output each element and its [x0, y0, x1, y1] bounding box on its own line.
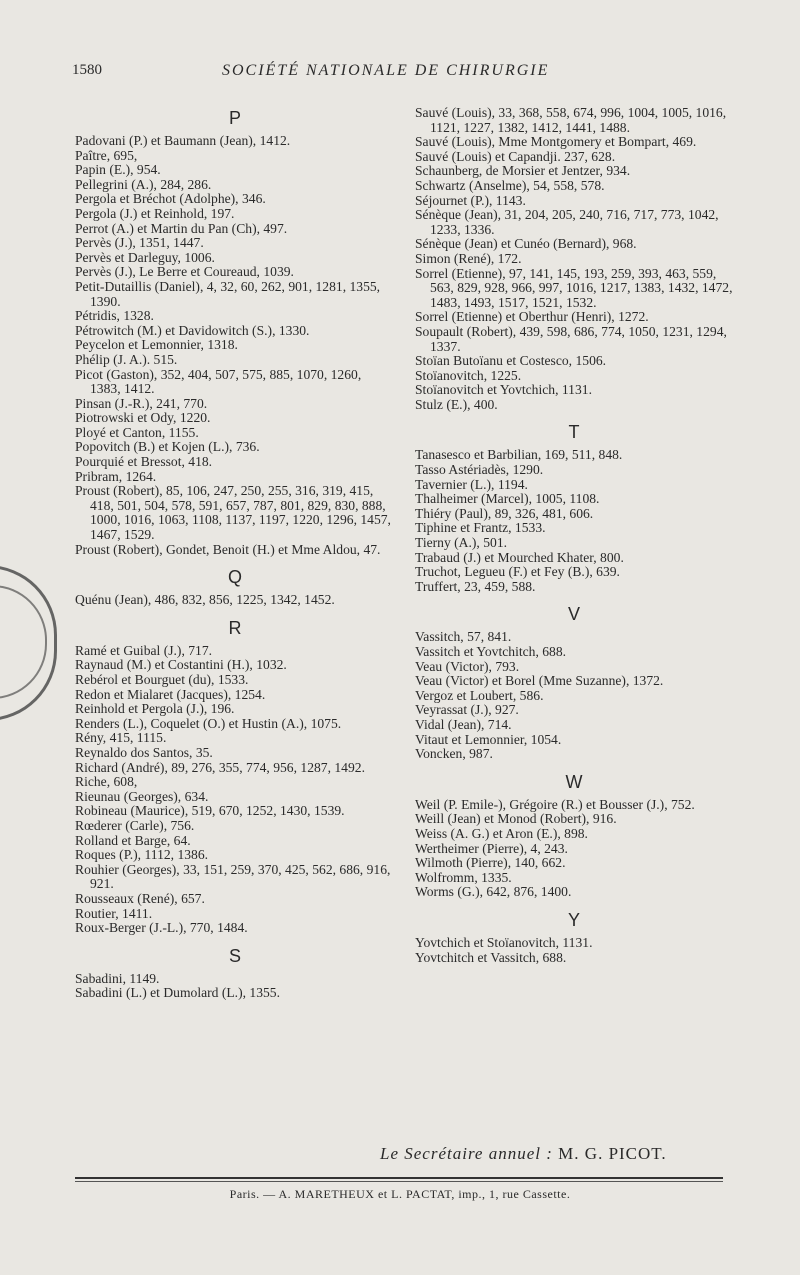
index-entry: Thiéry (Paul), 89, 326, 481, 606. [415, 505, 594, 521]
index-entry: Sauvé (Louis) et Capandji. 237, 628. [415, 148, 616, 164]
index-entry: Petit-Dutaillis (Daniel), 4, 32, 60, 262, 901, 1281, 1355, 1390. [75, 278, 381, 309]
index-entry: Sauvé (Louis), Mme Montgomery et Bompart, 469. [415, 134, 697, 150]
left-column [75, 106, 395, 1001]
index-entry: Wilmoth (Pierre), 140, 662. [415, 855, 566, 871]
index-entry: Tavernier (L.), 1194. [415, 476, 528, 492]
index-entry: Tiphine et Frantz, 1533. [415, 520, 546, 536]
index-entry: Redon et Mialaret (Jacques), 1254. [75, 686, 266, 702]
index-entry: Truchot, Legueu (F.) et Fey (B.), 639. [415, 564, 620, 580]
index-entry: Tanasesco et Barbilian, 169, 511, 848. [415, 447, 623, 463]
section-letter-r: R [228, 617, 242, 638]
index-entry: Pervès et Darleguy, 1006. [75, 249, 215, 265]
index-entry: Stoïanovitch, 1225. [415, 367, 522, 383]
index-entry: Weill (Jean) et Monod (Robert), 916. [415, 811, 617, 827]
index-entry: Schaunberg, de Morsier et Jentzer, 934. [415, 163, 631, 179]
index-entry: Veau (Victor) et Borel (Mme Suzanne), 1372. [415, 673, 664, 689]
index-entry: Rousseaux (René), 657. [75, 890, 205, 906]
index-entry: Ramé et Guibal (J.), 717. [75, 642, 213, 658]
index-entry: Tasso Astériadès, 1290. [415, 462, 544, 478]
index-entry: Robineau (Maurice), 519, 670, 1252, 1430, 1539. [75, 803, 345, 819]
index-entry: Riche, 608, [75, 774, 138, 790]
section-gap [415, 762, 733, 770]
index-entry: Proust (Robert), Gondet, Benoit (H.) et Mme Aldou, 47. [75, 541, 381, 557]
section-letter-t: T [568, 422, 580, 443]
index-entry: Pétridis, 1328. [75, 308, 154, 324]
index-entry: Séjournet (P.), 1143. [415, 192, 526, 208]
index-entry: Phélip (J. A.). 515. [75, 351, 178, 367]
index-entry: Papin (E.), 954. [75, 162, 161, 178]
footer-rule-thin [75, 1181, 723, 1182]
index-entry: Stoïanovitch et Yovtchich, 1131. [415, 382, 592, 398]
section-letter-p: P [228, 108, 241, 128]
section-gap [75, 608, 395, 616]
index-entry: Sorrel (Etienne), 97, 141, 145, 193, 259, 393, 463, 559, 563, 829, 928, 966, 997, 1016, 1217, 1383, 1432, 1472, 1483, 1493, 1517, 1521, 1532. [415, 265, 733, 310]
index-entry: Schwartz (Anselme), 54, 558, 578. [415, 177, 605, 193]
index-entry: Rebérol et Bourguet (du), 1533. [75, 672, 249, 687]
section-letter-y: Y [567, 909, 580, 930]
page-header [72, 62, 732, 86]
index-entry: Wolfromm, 1335. [415, 869, 512, 885]
index-entry: Pinsan (J.-R.), 241, 770. [75, 395, 208, 411]
index-entry: Thalheimer (Marcel), 1005, 1108. [415, 491, 600, 507]
index-entry: Pribram, 1264. [75, 468, 157, 484]
right-column [415, 106, 733, 965]
printer-imprint: Paris. — A. MARETHEUX et L. PACTAT, imp., 1, rue Cassette. [229, 1187, 571, 1201]
index-entry: Worms (G.), 642, 876, 1400. [415, 884, 572, 900]
index-entry: Vassitch, 57, 841. [415, 629, 512, 645]
index-entry: Stulz (E.), 400. [415, 396, 498, 412]
signature-name: M. G. PICOT. [558, 1144, 667, 1163]
index-entry: Paître, 695, [75, 147, 138, 163]
index-entry: Reynaldo dos Santos, 35. [75, 744, 213, 760]
section-gap [415, 594, 733, 602]
index-entry: Simon (René), 172. [415, 250, 522, 266]
index-entry: Soupault (Robert), 439, 598, 686, 774, 1050, 1231, 1294, 1337. [415, 323, 727, 354]
index-entry: Yovtchich et Stoïanovitch, 1131. [415, 934, 593, 950]
index-entry: Vassitch et Yovtchitch, 688. [415, 644, 567, 659]
index-entry: Pergola et Bréchot (Adolphe), 346. [75, 191, 266, 207]
section-letter-q: Q [227, 567, 242, 588]
index-entry: Yovtchitch et Vassitch, 688. [415, 949, 567, 965]
section-gap [415, 900, 733, 908]
index-entry: Ployé et Canton, 1155. [75, 424, 199, 440]
section-letter-s: S [228, 945, 241, 966]
index-entry: Weiss (A. G.) et Aron (E.), 898. [415, 825, 588, 841]
section-gap [415, 412, 733, 420]
signature-line [380, 1144, 667, 1164]
index-entry: Tierny (A.), 501. [415, 535, 508, 551]
index-entry: Pervès (J.), 1351, 1447. [75, 235, 204, 251]
index-entry: Sénèque (Jean), 31, 204, 205, 240, 716, 717, 773, 1042, 1233, 1336. [415, 207, 719, 237]
index-entry: Rouhier (Georges), 33, 151, 259, 370, 425, 562, 686, 916, 921. [75, 861, 391, 892]
index-entry: Rœderer (Carle), 756. [75, 817, 195, 833]
index-entry: Veyrassat (J.), 927. [415, 702, 519, 718]
index-entry: Stoïan Butoïanu et Costesco, 1506. [415, 353, 607, 369]
index-entry: Quénu (Jean), 486, 832, 856, 1225, 1342, 1452. [75, 592, 335, 608]
section-gap [75, 936, 395, 944]
index-entry: Veau (Victor), 793. [415, 658, 520, 674]
index-entry: Wertheimer (Pierre), 4, 243. [415, 840, 568, 856]
page-number: 1580 [72, 62, 102, 78]
index-entry: Sabadini, 1149. [75, 970, 160, 986]
index-entry: Pellegrini (A.), 284, 286. [75, 176, 212, 192]
index-entry: Vidal (Jean), 714. [415, 716, 512, 732]
index-entry: Proust (Robert), 85, 106, 247, 250, 255, 316, 319, 415, 418, 501, 504, 578, 591, 657, 787, 801, 829, 830, 888, 1000, 1016, 1063, 1108, 1137, 1197, 1220, 1296, 1457, 1467, 1529. [75, 483, 391, 543]
index-entry: Rény, 415, 1115. [75, 730, 167, 746]
running-title: SOCIÉTÉ NATIONALE DE CHIRURGIE [222, 62, 550, 79]
index-entry: Popovitch (B.) et Kojen (L.), 736. [75, 439, 260, 455]
footer-rule-thick [75, 1177, 723, 1179]
index-entry: Perrot (A.) et Martin du Pan (Ch), 497. [75, 220, 288, 236]
index-entry: Sabadini (L.) et Dumolard (L.), 1355. [75, 985, 280, 1001]
index-entry: Peycelon et Lemonnier, 1318. [75, 337, 238, 353]
index-entry: Padovani (P.) et Baumann (Jean), 1412. [75, 133, 291, 148]
index-entry: Raynaud (M.) et Costantini (H.), 1032. [75, 657, 287, 673]
index-entry: Reinhold et Pergola (J.), 196. [75, 701, 235, 717]
index-entry: Sauvé (Louis), 33, 368, 558, 674, 996, 1004, 1005, 1016, 1121, 1227, 1382, 1412, 1441, 1488. [415, 105, 727, 135]
signature-label: Le Secrétaire annuel : [380, 1144, 553, 1163]
section-letter-w: W [565, 771, 583, 792]
index-entry: Roux-Berger (J.-L.), 770, 1484. [75, 920, 248, 936]
index-entry: Voncken, 987. [415, 746, 493, 762]
index-entry: Sénèque (Jean) et Cunéo (Bernard), 968. [415, 236, 637, 252]
index-entry: Vitaut et Lemonnier, 1054. [415, 731, 562, 747]
index-entry: Rieunau (Georges), 634. [75, 788, 209, 804]
index-entry: Vergoz et Loubert, 586. [415, 687, 544, 703]
index-entry: Pergola (J.) et Reinhold, 197. [75, 205, 235, 221]
section-gap [75, 557, 395, 565]
index-entry: Richard (André), 89, 276, 355, 774, 956, 1287, 1492. [75, 759, 365, 775]
index-entry: Sorrel (Etienne) et Oberthur (Henri), 1272. [415, 309, 649, 325]
index-entry: Picot (Gaston), 352, 404, 507, 575, 885, 1070, 1260, 1383, 1412. [75, 366, 362, 397]
index-entry: Weil (P. Emile-), Grégoire (R.) et Bousser (J.), 752. [415, 796, 695, 812]
index-entry: Pétrowitch (M.) et Davidowitch (S.), 1330. [75, 322, 310, 338]
section-letter-v: V [567, 604, 580, 625]
index-entry: Pourquié et Bressot, 418. [75, 454, 213, 470]
index-entry: Rolland et Barge, 64. [75, 832, 191, 848]
index-entry: Roques (P.), 1112, 1386. [75, 847, 209, 863]
index-entry: Routier, 1411. [75, 905, 153, 921]
index-entry: Renders (L.), Coquelet (O.) et Hustin (A.), 1075. [75, 715, 342, 731]
index-entry: Trabaud (J.) et Mourched Khater, 800. [415, 549, 624, 565]
index-entry: Truffert, 23, 459, 588. [415, 578, 536, 594]
index-entry: Piotrowski et Ody, 1220. [75, 410, 211, 426]
index-entry: Pervès (J.), Le Berre et Coureaud, 1039. [75, 264, 294, 280]
